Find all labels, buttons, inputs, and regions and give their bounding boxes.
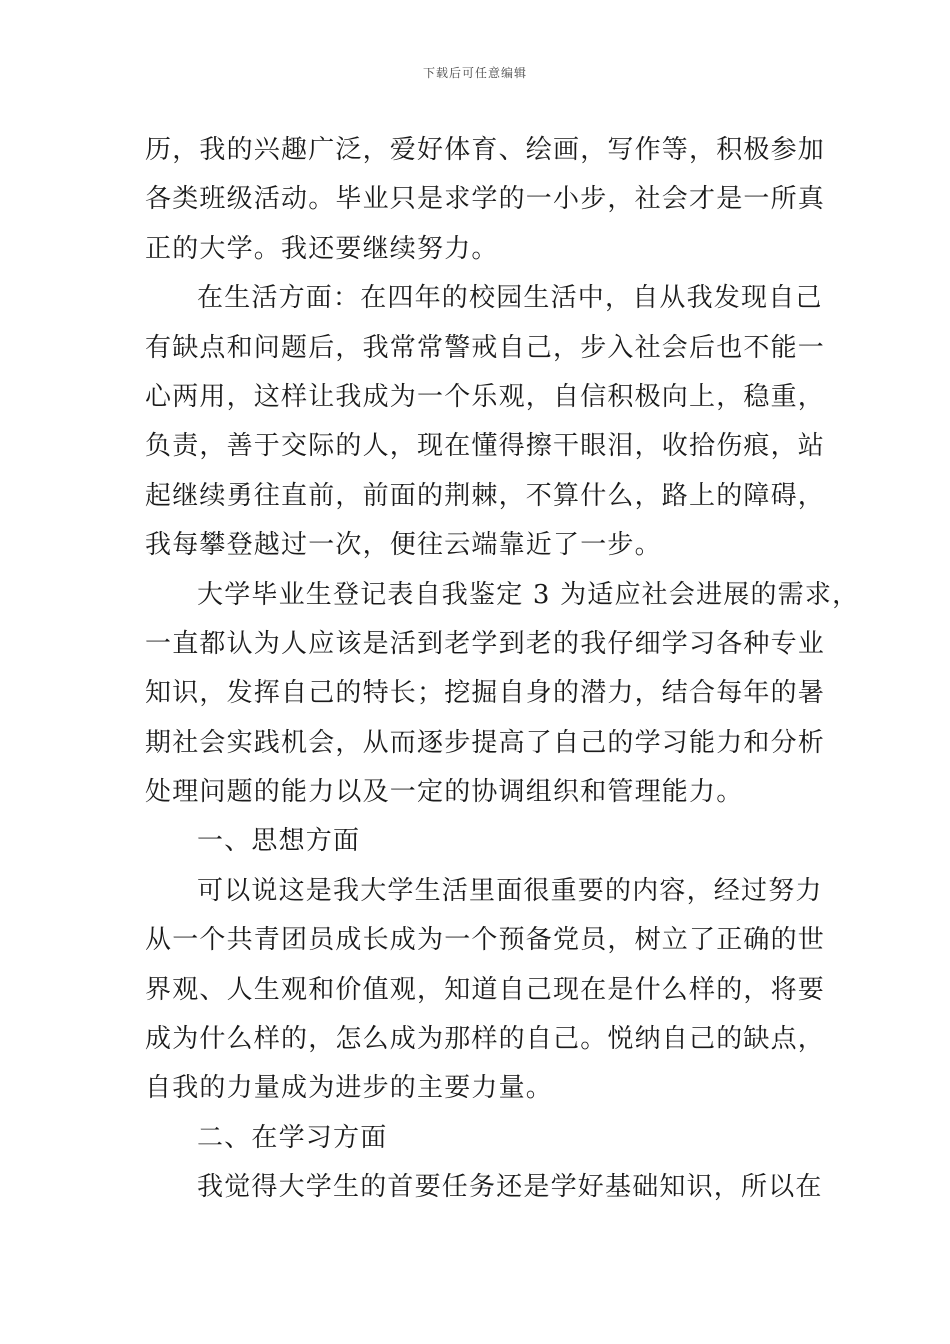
text-line: 界观、人生观和价值观，知道自己现在是什么样的，将要	[145, 974, 826, 1005]
text-line: 知识，发挥自己的特长；挖掘自身的潜力，结合每年的暑	[145, 678, 826, 709]
text-line: 起继续勇往直前，前面的荆棘，不算什么，路上的障碍，	[145, 480, 826, 511]
paragraph-start-line: 可以说这是我大学生活里面很重要的内容，经过努力	[197, 875, 823, 906]
text-line: 历，我的兴趣广泛，爱好体育、绘画，写作等，积极参加	[145, 135, 826, 165]
text-line: 期社会实践机会，从而逐步提高了自己的学习能力和分析	[145, 727, 826, 758]
page-header: 下载后可任意编辑	[422, 66, 527, 80]
text-line: 有缺点和问题后，我常常警戒自己，步入社会后也不能一	[145, 332, 826, 363]
text-line: 我每攀登越过一次，便往云端靠近了一步。	[145, 530, 662, 561]
paragraph-start-line: 在生活方面：在四年的校园生活中，自从我发现自己	[197, 283, 823, 314]
paragraph-start-line: 我觉得大学生的首要任务还是学好基础知识，所以在	[197, 1172, 823, 1203]
text-line: 处理问题的能力以及一定的协调组织和管理能力。	[145, 777, 744, 808]
text-line: 成为什么样的，怎么成为那样的自己。悦纳自己的缺点，	[145, 1024, 826, 1055]
text-line: 自我的力量成为进步的主要力量。	[145, 1073, 554, 1104]
paragraph-start-line: 大学毕业生登记表自我鉴定 3 为适应社会进展的需求，	[197, 579, 860, 610]
section-heading-thought: 一、思想方面	[197, 826, 361, 857]
text-line: 负责，善于交际的人，现在懂得擦干眼泪，收拾伤痕，站	[145, 431, 826, 462]
text-line: 从一个共青团员成长成为一个预备党员，树立了正确的世	[145, 925, 826, 956]
section-heading-study: 二、在学习方面	[197, 1122, 388, 1153]
text-line: 一直都认为人应该是活到老学到老的我仔细学习各种专业	[145, 628, 826, 659]
text-line: 各类班级活动。毕业只是求学的一小步，社会才是一所真	[145, 184, 826, 215]
document-body	[145, 126, 860, 1213]
text-line: 心两用，这样让我成为一个乐观，自信积极向上，稳重，	[145, 381, 826, 412]
text-line: 正的大学。我还要继续努力。	[145, 233, 499, 264]
